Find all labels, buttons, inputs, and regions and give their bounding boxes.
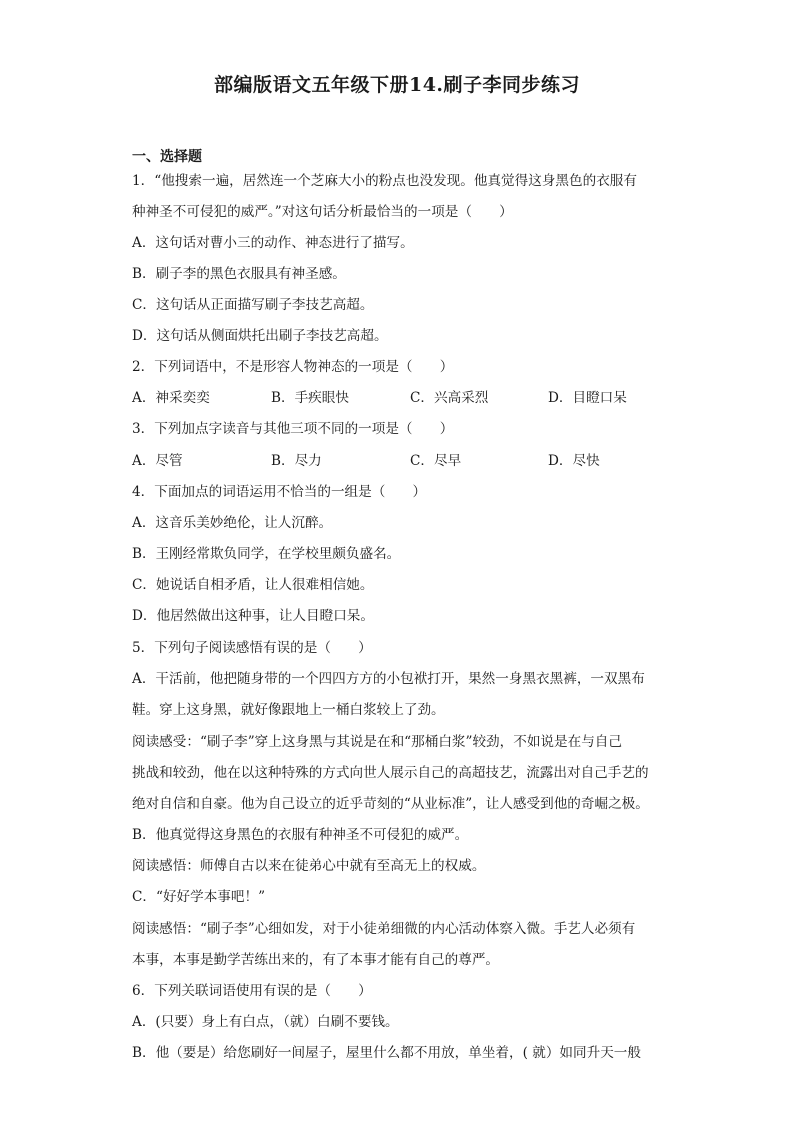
q5-option-a-note-1: 阅读感受：“刷子李”穿上这身黑与其说是在和“那桶白浆”较劲，不如说是在与自己 [132, 734, 622, 750]
q4-option-c: C．她说话自相矛盾，让人很难相信她。 [132, 577, 374, 593]
q1-stem-line-1: 1．“他搜索一遍，居然连一个芝麻大小的粉点也没发现。他真觉得这身黑色的衣服有 [132, 173, 637, 189]
q5-option-b: B．他真觉得这身黑色的衣服有种神圣不可侵犯的威严。 [132, 827, 469, 843]
q3-option-c: C．尽早 [410, 453, 462, 469]
q2-option-a: A．神采奕奕 [132, 390, 210, 406]
q1-option-d: D．这句话从侧面烘托出刷子李技艺高超。 [132, 328, 388, 344]
q6-option-a: A．(只要）身上有白点，（就）白刷不要钱。 [132, 1014, 399, 1030]
q2-option-d: D．目瞪口呆 [548, 390, 627, 406]
document-title: 部编版语文五年级下册14.刷子李同步练习 [213, 74, 581, 96]
q1-option-c: C．这句话从正面描写刷子李技艺高超。 [132, 297, 374, 313]
q4-stem: 4．下面加点的词语运用不恰当的一组是（ ） [132, 484, 427, 500]
q6-stem: 6．下列关联词语使用有误的是（ ） [132, 983, 372, 999]
q3-option-d: D．尽快 [548, 453, 600, 469]
q3-stem: 3．下列加点字读音与其他三项不同的一项是（ ） [132, 421, 454, 437]
q5-option-c-note-1: 阅读感悟：“刷子李”心细如发，对于小徒弟细微的内心活动体察入微。手艺人必须有 [132, 921, 636, 937]
q3-option-b: B．尽力 [271, 453, 322, 469]
q5-option-a-note-3: 绝对自信和自豪。他为自己设立的近乎苛刻的“从业标准”，让人感受到他的奇崛之极。 [132, 796, 649, 812]
q5-option-c: C．“好好学本事吧！” [132, 889, 266, 905]
q4-option-d: D．他居然做出这种事，让人目瞪口呆。 [132, 608, 374, 624]
q5-option-a-note-2: 挑战和较劲，他在以这种特殊的方式向世人展示自己的高超技艺，流露出对自己手艺的 [132, 765, 649, 781]
q5-option-a-line-1: A．干活前，他把随身带的一个四四方方的小包袱打开，果然一身黑衣黑裤，一双黑布 [132, 671, 645, 687]
q5-option-c-note-2: 本事，本事是勤学苦练出来的，有了本事才能有自己的尊严。 [132, 952, 500, 968]
q4-option-a: A．这音乐美妙绝伦，让人沉醉。 [132, 515, 333, 531]
q2-option-b: B．手疾眼快 [271, 390, 349, 406]
q3-option-a: A．尽管 [132, 453, 183, 469]
q1-option-b: B．刷子李的黑色衣服具有神圣感。 [132, 266, 346, 282]
q1-stem-line-2: 种神圣不可侵犯的威严。”对这句话分析最恰当的一项是（ ） [132, 204, 513, 220]
section-heading: 一、选择题 [132, 149, 202, 165]
q4-option-b: B．王刚经常欺负同学，在学校里颇负盛名。 [132, 546, 401, 562]
q5-stem: 5．下列句子阅读感悟有误的是（ ） [132, 640, 372, 656]
q6-option-b: B．他（要是）给您刷好一间屋子，屋里什么都不用放，单坐着，( 就）如同升天一般 [132, 1045, 641, 1061]
q5-option-a-line-2: 鞋。穿上这身黑，就好像跟地上一桶白浆较上了劲。 [132, 702, 445, 718]
q1-option-a: A．这句话对曹小三的动作、神态进行了描写。 [132, 235, 414, 251]
q5-option-b-note: 阅读感悟：师傅自古以来在徒弟心中就有至高无上的权威。 [132, 858, 486, 874]
q2-stem: 2．下列词语中，不是形容人物神态的一项是（ ） [132, 359, 454, 375]
q2-option-c: C．兴高采烈 [410, 390, 489, 406]
